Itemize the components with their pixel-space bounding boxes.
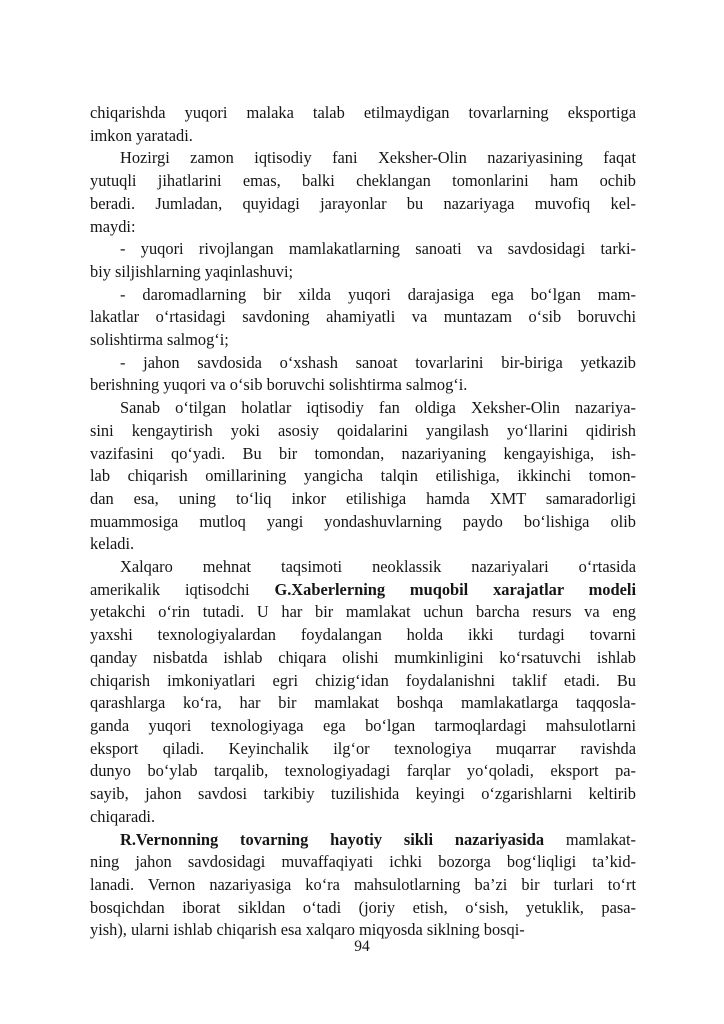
text-segment: ganda yuqori texnologiyaga ega bo‘lgan tarmoqlardagi mahsulotlarni	[90, 715, 636, 735]
text-line	[90, 692, 636, 715]
text-line	[90, 556, 636, 579]
text-line	[90, 125, 636, 148]
text-segment: chiqarishda yuqori malaka talab etilmaydigan tovarlarning eksportiga	[90, 103, 636, 122]
text-segment: berishning yuqori va o‘sib boruvchi solishtirma salmog‘i.	[90, 375, 468, 395]
text-line	[90, 829, 636, 852]
text-segment: mamlakat-	[544, 829, 636, 849]
text-segment: amerikalik iqtisodchi	[90, 579, 275, 599]
text-line	[90, 397, 636, 420]
text-segment: sini kengaytirish yoki asosiy qoidalarini yangilash yo‘llarini qidirish	[90, 420, 636, 440]
text-segment: imkon yaratadi.	[90, 125, 193, 145]
text-line	[90, 488, 636, 511]
text-line	[90, 511, 636, 534]
text-segment: chiqaradi.	[90, 806, 156, 826]
text-segment: Hozirgi zamon iqtisodiy fani Xeksher-Olin nazariyasining faqat	[120, 148, 636, 168]
text-segment: solishtirma salmog‘i;	[90, 330, 229, 350]
text-line	[90, 760, 636, 783]
text-line	[90, 601, 636, 624]
text-line	[90, 783, 636, 806]
body-text	[90, 102, 636, 942]
text-segment: ning jahon savdosidagi muvaffaqiyati ichki bozorga bog‘liqligi ta’kid-	[90, 852, 636, 872]
text-line	[90, 670, 636, 693]
text-segment: lanadi. Vernon nazariyasiga ko‘ra mahsulotlarning ba’zi bir turlari to‘rt	[90, 874, 636, 894]
text-segment: muammosiga mutloq yangi yondashuvlarning paydo bo‘lishiga olib	[90, 511, 636, 531]
text-line	[90, 284, 636, 307]
text-line	[90, 851, 636, 874]
text-line	[90, 193, 636, 216]
text-line	[90, 306, 636, 329]
text-line	[90, 420, 636, 443]
text-line	[90, 874, 636, 897]
text-segment: dan esa, uning to‘liq inkor etilishiga hamda XMT samaradorligi	[90, 488, 636, 508]
text-line	[90, 465, 636, 488]
text-segment: qarashlarga ko‘ra, har bir mamlakat boshqa mamlakatlarga taqqosla-	[90, 693, 636, 713]
bold-text-segment: R.Vernonning tovarning hayotiy sikli nazariyasida	[120, 829, 545, 849]
text-line	[90, 624, 636, 647]
text-segment: yutuqli jihatlarini emas, balki cheklangan tomonlarini ham ochib	[90, 171, 636, 191]
text-segment: bosqichdan iborat sikldan o‘tadi (joriy etish, o‘sish, yetuklik, pasa-	[90, 897, 636, 917]
text-line	[90, 897, 636, 920]
text-segment: Xalqaro mehnat taqsimoti neoklassik nazariyalari o‘rtasida	[120, 557, 636, 577]
text-segment: - jahon savdosida o‘xshash sanoat tovarlarini bir-biriga yetkazib	[120, 352, 636, 372]
text-segment: qanday nisbatda ishlab chiqara olishi mumkinligini ko‘rsatuvchi ishlab	[90, 647, 636, 667]
bold-text-segment: G.Xaberlerning muqobil xarajatlar modeli	[274, 579, 636, 599]
text-segment: biy siljishlarning yaqinlashuvi;	[90, 261, 294, 281]
text-segment: maydi:	[90, 216, 136, 236]
text-line	[90, 147, 636, 170]
text-line	[90, 261, 636, 284]
text-line	[90, 374, 636, 397]
text-segment: beradi. Jumladan, quyidagi jarayonlar bu nazariyaga muvofiq kel-	[90, 193, 636, 213]
text-line	[90, 806, 636, 829]
text-line	[90, 647, 636, 670]
text-line	[90, 579, 636, 602]
text-line	[90, 738, 636, 761]
text-segment: sayib, jahon savdosi tarkibiy tuzilishida keyingi o‘zgarishlarni keltirib	[90, 784, 636, 804]
text-segment: chiqarish imkoniyatlari egri chizig‘idan foydalanishni taklif etadi. Bu	[90, 670, 636, 690]
text-segment: - daromadlarning bir xilda yuqori darajasiga ega bo‘lgan mam-	[120, 284, 636, 304]
text-segment: - yuqori rivojlangan mamlakatlarning sanoati va savdosidagi tarki-	[120, 239, 636, 259]
text-line	[90, 170, 636, 193]
text-line	[90, 238, 636, 261]
text-segment: lakatlar o‘rtasidagi savdoning ahamiyatli va muntazam o‘sib boruvchi	[90, 307, 636, 327]
text-segment: dunyo bo‘ylab tarqalib, texnologiyadagi farqlar yo‘qoladi, eksport pa-	[90, 761, 636, 781]
page-number: 94	[354, 938, 370, 955]
text-line	[90, 216, 636, 239]
text-line	[90, 329, 636, 352]
text-line	[90, 443, 636, 466]
text-segment: yetakchi o‘rin tutadi. U har bir mamlakat uchun barcha resurs va eng	[90, 602, 636, 622]
text-segment: yish), ularni ishlab chiqarish esa xalqaro miqyosda siklning bosqi-	[90, 920, 525, 940]
text-segment: lab chiqarish omillarining yangicha talqin etilishiga, ikkinchi tomon-	[90, 466, 636, 486]
text-segment: vazifasini qo‘yadi. Bu bir tomondan, nazariyaning kengayishiga, ish-	[90, 443, 636, 463]
text-line	[90, 715, 636, 738]
text-segment: eksport qiladi. Keyinchalik ilg‘or texnologiya muqarrar ravishda	[90, 738, 636, 758]
text-line	[90, 352, 636, 375]
text-line	[90, 533, 636, 556]
text-segment: Sanab o‘tilgan holatlar iqtisodiy fan oldiga Xeksher-Olin nazariya-	[120, 398, 636, 418]
text-segment: yaxshi texnologiyalardan foydalangan holda ikki turdagi tovarni	[90, 625, 636, 645]
text-line	[90, 102, 636, 125]
text-segment: keladi.	[90, 534, 135, 554]
